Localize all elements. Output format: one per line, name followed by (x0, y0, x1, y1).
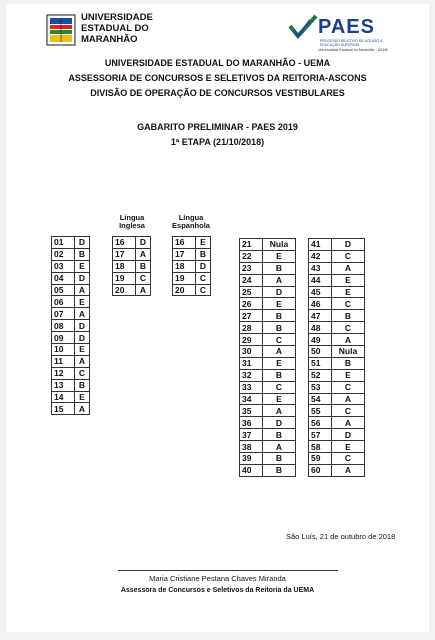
paes-institution: Universidade Estadual do Maranhão - UEMA (318, 48, 388, 52)
question-number: 25 (240, 286, 263, 298)
answer-row (173, 237, 211, 249)
question-number: 16 (173, 237, 196, 249)
answer-letter: B (75, 379, 90, 391)
question-number: 10 (52, 344, 75, 356)
document-page (6, 4, 429, 632)
question-number: 35 (240, 405, 263, 417)
answer-letter: E (196, 237, 211, 249)
question-number: 52 (309, 369, 332, 381)
question-number: 41 (309, 239, 332, 251)
answer-row (309, 357, 365, 369)
answer-row (309, 381, 365, 393)
question-number: 05 (52, 284, 75, 296)
answer-letter: B (263, 429, 296, 441)
answer-row (240, 464, 296, 476)
answer-letter: B (332, 310, 365, 322)
answer-letter: C (332, 381, 365, 393)
answer-letter: A (136, 284, 151, 296)
place-date: São Luís, 21 de outubro de 2018 (286, 532, 396, 541)
answer-letter: D (136, 237, 151, 249)
answer-letter: C (196, 284, 211, 296)
question-number: 19 (173, 272, 196, 284)
document-title: GABARITO PRELIMINAR - PAES 2019 (137, 122, 298, 132)
english-header: Língua Inglesa (119, 213, 145, 230)
answer-row (240, 250, 296, 262)
answer-row (173, 260, 211, 272)
answer-letter: E (332, 441, 365, 453)
answer-row (240, 393, 296, 405)
answer-letter: D (75, 237, 90, 249)
answer-letter: E (332, 286, 365, 298)
answer-letter: B (263, 369, 296, 381)
answer-row (309, 417, 365, 429)
question-number: 51 (309, 357, 332, 369)
question-number: 59 (309, 453, 332, 465)
answer-row (240, 239, 296, 251)
answer-row (240, 310, 296, 322)
answer-letter: A (75, 284, 90, 296)
question-number: 24 (240, 274, 263, 286)
question-number: 40 (240, 464, 263, 476)
answer-letter: E (75, 296, 90, 308)
answer-row (52, 284, 90, 296)
question-number: 50 (309, 346, 332, 358)
answer-row (309, 369, 365, 381)
question-number: 23 (240, 262, 263, 274)
answer-row (52, 320, 90, 332)
answer-row (240, 322, 296, 334)
header-line-2: ASSESSORIA DE CONCURSOS E SELETIVOS DA REITORIA-ASCONS (68, 73, 367, 83)
answer-row (52, 367, 90, 379)
answer-row (173, 272, 211, 284)
answer-row (309, 464, 365, 476)
answer-letter: Nula (263, 239, 296, 251)
question-number: 43 (309, 262, 332, 274)
answer-letter: B (196, 248, 211, 260)
answer-letter: B (332, 357, 365, 369)
answer-row (52, 391, 90, 403)
question-number: 07 (52, 308, 75, 320)
question-number: 29 (240, 334, 263, 346)
answer-letter: D (75, 332, 90, 344)
uema-crest-icon (46, 14, 76, 46)
question-number: 31 (240, 357, 263, 369)
question-number: 55 (309, 405, 332, 417)
paes-checkmark-icon (288, 14, 318, 40)
question-number: 08 (52, 320, 75, 332)
answer-letter: E (263, 298, 296, 310)
answer-row (240, 298, 296, 310)
question-number: 58 (309, 441, 332, 453)
answer-letter: A (332, 393, 365, 405)
question-number: 13 (52, 379, 75, 391)
answer-table-21-40 (239, 238, 296, 477)
answer-letter: B (136, 260, 151, 272)
answer-row (52, 344, 90, 356)
answer-row (52, 260, 90, 272)
question-number: 09 (52, 332, 75, 344)
header-line-3: DIVISÃO DE OPERAÇÃO DE CONCURSOS VESTIBULARES (90, 88, 345, 98)
answer-row (309, 429, 365, 441)
answer-letter: A (263, 441, 296, 453)
question-number: 19 (113, 272, 136, 284)
uema-logo-text: UNIVERSIDADE ESTADUAL DO MARANHÃO (81, 12, 153, 45)
question-number: 33 (240, 381, 263, 393)
answer-row (309, 286, 365, 298)
question-number: 21 (240, 239, 263, 251)
question-number: 28 (240, 322, 263, 334)
answer-letter: C (332, 298, 365, 310)
answer-letter: E (75, 260, 90, 272)
answer-row (173, 284, 211, 296)
question-number: 26 (240, 298, 263, 310)
header-line-1: UNIVERSIDADE ESTADUAL DO MARANHÃO - UEMA (104, 58, 331, 68)
answer-letter: A (75, 403, 90, 415)
answer-letter: C (332, 453, 365, 465)
answer-row (309, 441, 365, 453)
answer-row (113, 284, 151, 296)
answer-letter: E (263, 250, 296, 262)
answer-row (309, 310, 365, 322)
answer-letter: D (263, 286, 296, 298)
answer-row (52, 296, 90, 308)
answer-row (240, 334, 296, 346)
question-number: 17 (113, 248, 136, 260)
answer-letter: A (332, 464, 365, 476)
answer-letter: A (75, 355, 90, 367)
answer-letter: C (332, 250, 365, 262)
question-number: 45 (309, 286, 332, 298)
answer-letter: C (263, 381, 296, 393)
answer-table-01-15 (51, 236, 90, 415)
question-number: 18 (173, 260, 196, 272)
answer-letter: A (263, 346, 296, 358)
answer-row (309, 250, 365, 262)
answer-letter: A (263, 274, 296, 286)
answer-letter: B (75, 248, 90, 260)
answer-letter: A (332, 417, 365, 429)
answer-row (309, 334, 365, 346)
question-number: 12 (52, 367, 75, 379)
question-number: 38 (240, 441, 263, 453)
answer-letter: B (263, 453, 296, 465)
answer-row (240, 286, 296, 298)
question-number: 03 (52, 260, 75, 272)
answer-row (309, 262, 365, 274)
question-number: 02 (52, 248, 75, 260)
answer-row (240, 429, 296, 441)
answer-row (52, 237, 90, 249)
answer-row (240, 441, 296, 453)
answer-row (309, 239, 365, 251)
question-number: 01 (52, 237, 75, 249)
question-number: 56 (309, 417, 332, 429)
answer-row (309, 393, 365, 405)
answer-letter: D (263, 417, 296, 429)
answer-row (52, 332, 90, 344)
question-number: 17 (173, 248, 196, 260)
answer-row (309, 453, 365, 465)
answer-row (52, 403, 90, 415)
answer-letter: A (75, 308, 90, 320)
question-number: 36 (240, 417, 263, 429)
answer-row (240, 453, 296, 465)
paes-wordmark: PAES (318, 16, 375, 38)
answer-letter: A (136, 248, 151, 260)
answer-row (52, 248, 90, 260)
answer-letter: A (332, 334, 365, 346)
answer-row (240, 369, 296, 381)
answer-row (52, 308, 90, 320)
question-number: 34 (240, 393, 263, 405)
answer-letter: C (136, 272, 151, 284)
answer-letter: B (263, 464, 296, 476)
question-number: 46 (309, 298, 332, 310)
question-number: 14 (52, 391, 75, 403)
answer-row (240, 381, 296, 393)
answer-row (173, 248, 211, 260)
answer-letter: B (263, 262, 296, 274)
answer-row (113, 248, 151, 260)
question-number: 04 (52, 272, 75, 284)
question-number: 39 (240, 453, 263, 465)
question-number: 27 (240, 310, 263, 322)
answer-letter: C (332, 405, 365, 417)
question-number: 16 (113, 237, 136, 249)
answer-row (52, 379, 90, 391)
answer-table-spanish (172, 236, 211, 296)
answer-letter: D (332, 429, 365, 441)
spanish-header: Língua Espanhola (172, 213, 210, 230)
answer-row (113, 272, 151, 284)
signature-line (118, 570, 338, 571)
answer-letter: D (196, 260, 211, 272)
answer-row (240, 405, 296, 417)
answer-row (52, 355, 90, 367)
question-number: 49 (309, 334, 332, 346)
answer-letter: B (263, 310, 296, 322)
question-number: 60 (309, 464, 332, 476)
question-number: 20 (113, 284, 136, 296)
answer-row (113, 260, 151, 272)
question-number: 22 (240, 250, 263, 262)
answer-letter: A (332, 262, 365, 274)
question-number: 06 (52, 296, 75, 308)
answer-letter: E (263, 357, 296, 369)
question-number: 53 (309, 381, 332, 393)
answer-row (309, 298, 365, 310)
answer-row (309, 346, 365, 358)
answer-row (240, 262, 296, 274)
answer-letter: E (332, 274, 365, 286)
answer-row (240, 274, 296, 286)
signer-role: Assessora de Concursos e Seletivos da Reitoria da UEMA (120, 587, 315, 594)
question-number: 54 (309, 393, 332, 405)
question-number: 48 (309, 322, 332, 334)
answer-letter: E (75, 391, 90, 403)
answer-row (240, 346, 296, 358)
answer-letter: C (75, 367, 90, 379)
answer-letter: C (332, 322, 365, 334)
question-number: 32 (240, 369, 263, 381)
answer-letter: D (332, 239, 365, 251)
answer-row (240, 417, 296, 429)
answer-letter: E (263, 393, 296, 405)
question-number: 44 (309, 274, 332, 286)
answer-letter: C (263, 334, 296, 346)
answer-letter: D (75, 320, 90, 332)
answer-row (52, 272, 90, 284)
answer-letter: D (75, 272, 90, 284)
answer-row (240, 357, 296, 369)
answer-letter: C (196, 272, 211, 284)
answer-row (309, 405, 365, 417)
question-number: 47 (309, 310, 332, 322)
answer-row (113, 237, 151, 249)
answer-letter: E (75, 344, 90, 356)
question-number: 11 (52, 355, 75, 367)
answer-letter: A (263, 405, 296, 417)
document-stage: 1ª ETAPA (21/10/2018) (170, 137, 265, 147)
answer-letter: E (332, 369, 365, 381)
answer-letter: Nula (332, 346, 365, 358)
answer-table-41-60 (308, 238, 365, 477)
question-number: 15 (52, 403, 75, 415)
signer-name: Maria Cristiane Pestana Chaves Miranda (149, 574, 286, 583)
paes-logo (288, 14, 388, 50)
question-number: 20 (173, 284, 196, 296)
answer-letter: B (263, 322, 296, 334)
question-number: 18 (113, 260, 136, 272)
question-number: 37 (240, 429, 263, 441)
question-number: 57 (309, 429, 332, 441)
answer-table-english (112, 236, 151, 296)
paes-subtitle: PROCESSO SELETIVO DE ACESSO À EDUCAÇÃO SUPERIOR (320, 39, 383, 47)
answer-row (309, 274, 365, 286)
answer-row (309, 322, 365, 334)
question-number: 42 (309, 250, 332, 262)
question-number: 30 (240, 346, 263, 358)
